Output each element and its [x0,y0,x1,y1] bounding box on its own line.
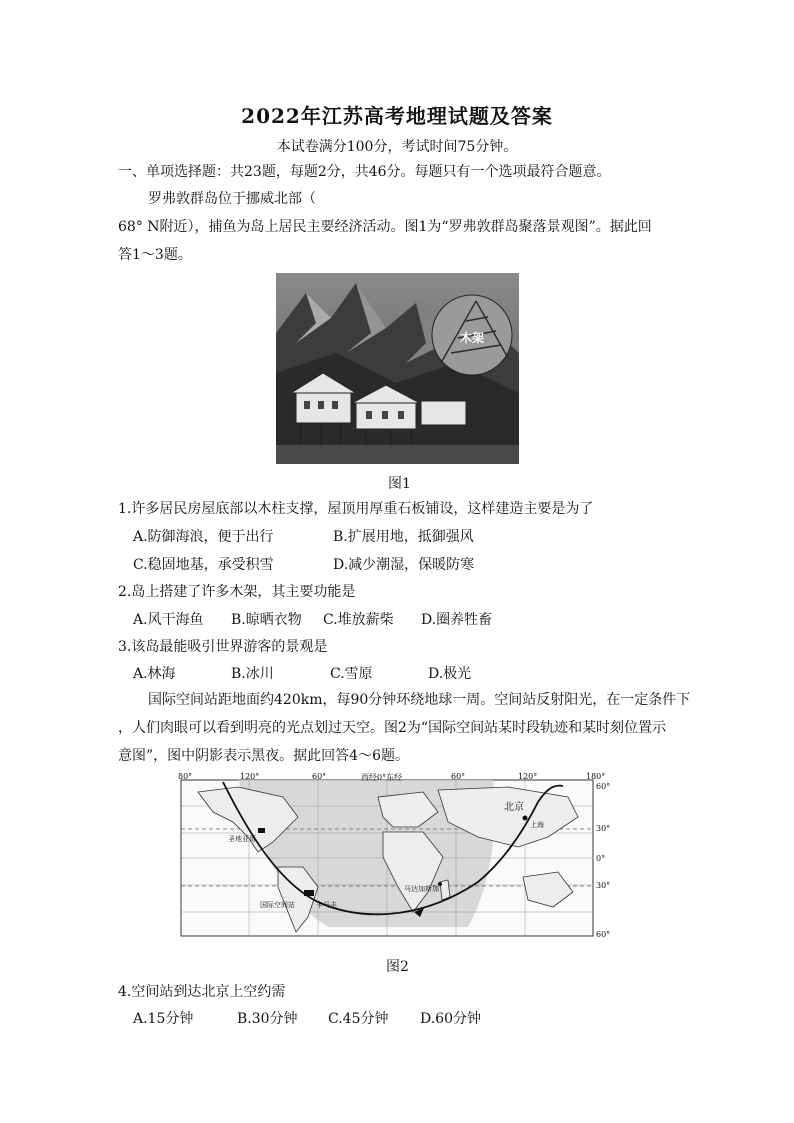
q3-option-c: C.雪原 [330,666,373,682]
passage2-line1: 国际空间站距地面约420km，每90分钟环绕地球一周。空间站反射阳光，在一定条件下 [148,692,691,708]
q3-option-a: A.林海 [133,666,176,682]
figure1-label-wooden-rack: 木架 [460,331,485,345]
q1-option-a: A.防御海浪，便于出行 [133,529,274,545]
place-jiama: 卡马圭 [316,901,337,909]
figure1-caption: 图1 [388,476,411,492]
lon-label-5: 60° [451,772,466,781]
q2-option-c: C.堆放薪柴 [323,612,394,628]
lon-label-7: 180° [586,772,606,781]
figure1-illustration [276,273,519,464]
q2-option-b: B.晾晒衣物 [231,612,302,628]
place-beijing: 北京 [504,802,524,813]
q4-option-b: B.30分钟 [237,1011,298,1027]
q4-stem: 4.空间站到达北京上空约需 [118,984,286,1000]
figure1-photo [276,273,519,464]
q4-option-a: A.15分钟 [133,1011,194,1027]
q3-stem: 3.该岛最能吸引世界游客的景观是 [118,639,328,655]
page-title: 2022年江苏高考地理试题及答案 [241,104,553,128]
place-shanghai: 上海 [530,821,544,829]
q1-option-d: D.减少潮湿，保暖防寒 [333,557,475,573]
lon-label-2: 120° [240,772,260,781]
lon-label-6: 120° [518,772,538,781]
lon-label-4: 西经0°东经 [361,773,403,782]
place-madagascar: 马达加斯加 [404,885,439,893]
exam-info: 本试卷满分100分，考试时间75分钟。 [276,139,518,155]
passage1-line3: 答1～3题。 [118,247,192,263]
q1-option-c: C.稳固地基，承受积雪 [133,557,274,573]
passage1-line2: 68° N附近），捕鱼为岛上居民主要经济活动。图1为“罗弗敦群岛聚落景观图”。据此回 [118,219,652,235]
q3-option-b: B.冰川 [231,666,274,682]
lat-label-1: 60° [596,782,611,791]
q1-stem: 1.许多居民房屋底部以木柱支撑，屋顶用厚重石板铺设，这样建造主要是为了 [118,501,594,517]
lat-label-3: 0° [596,854,606,863]
q2-stem: 2.岛上搭建了许多木架，其主要功能是 [118,584,356,600]
lon-label-3: 60° [312,772,327,781]
passage2-line3: 意图”，图中阴影表示黑夜。据此回答4～6题。 [118,748,409,764]
section-heading: 一、单项选择题：共23题，每题2分，共46分。每题只有一个选项最符合题意。 [118,164,611,180]
lat-label-5: 60° [596,930,611,939]
passage1-line1: 罗弗敦群岛位于挪威北部（ [148,191,316,207]
q2-option-d: D.圈养牲畜 [421,612,493,628]
figure2-caption: 图2 [386,959,409,975]
q3-option-d: D.极光 [428,666,472,682]
q4-option-c: C.45分钟 [328,1011,389,1027]
place-iss: 国际空间站 [260,901,295,909]
figure2-map [178,772,611,940]
figure2-map-svg [178,772,611,940]
lat-label-2: 30° [596,824,611,833]
q1-option-b: B.扩展用地，抵御强风 [333,529,474,545]
passage2-line2: ，人们肉眼可以看到明亮的光点划过天空。图2为“国际空间站某时段轨迹和某时刻位置示 [118,720,667,736]
lat-label-4: 30° [596,881,611,890]
lon-label-1: 80° [178,772,193,781]
place-santiago: 圣地亚哥 [228,835,256,843]
q2-option-a: A.风干海鱼 [133,612,204,628]
q4-option-d: D.60分钟 [420,1011,481,1027]
